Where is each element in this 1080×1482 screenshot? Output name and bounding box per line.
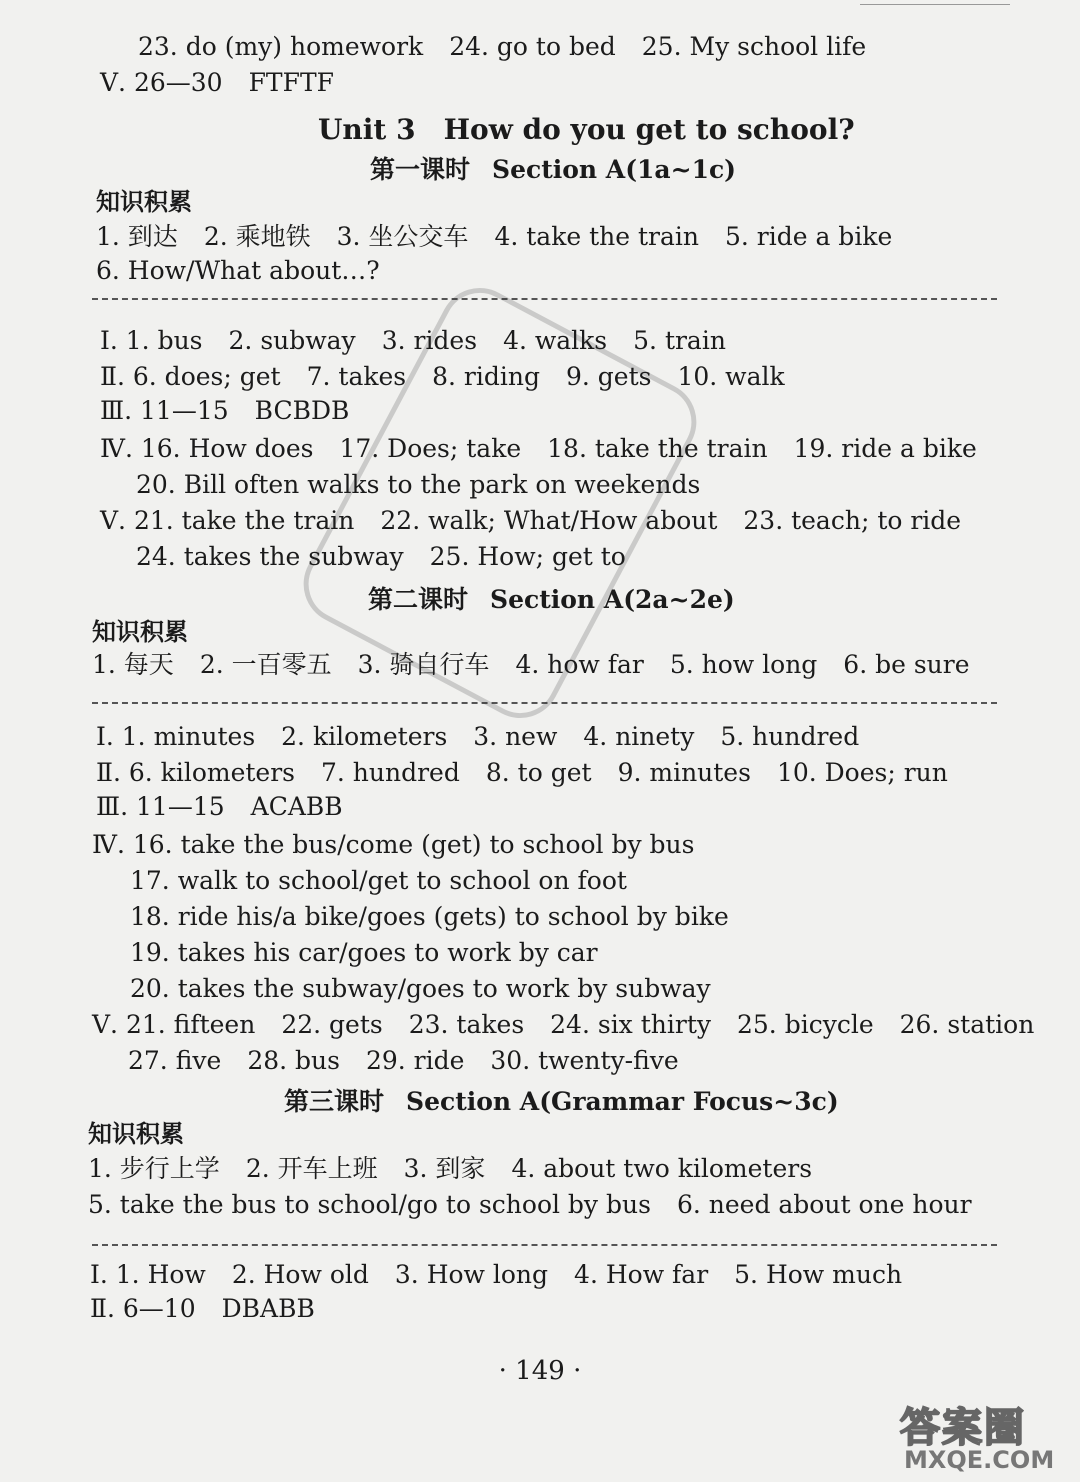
answer-item: 20. Bill often walks to the park on weekends bbox=[136, 470, 701, 499]
answer-line bbox=[96, 758, 948, 788]
top-edge-rule bbox=[860, 4, 1010, 13]
section-heading-3: 第三课时 Section A(Grammar Focus~3c) bbox=[284, 1087, 839, 1116]
answer-line bbox=[130, 902, 729, 932]
answer-line bbox=[128, 1046, 679, 1076]
answer-item: 7. takes bbox=[306, 362, 407, 391]
answer-item: 4. walks bbox=[503, 326, 608, 355]
answer-item: 29. ride bbox=[365, 1046, 465, 1075]
answer-item: Ⅰ. 1. How bbox=[90, 1260, 206, 1289]
answer-item: 3. new bbox=[473, 722, 558, 751]
answer-item: Ⅴ. 21. take the train bbox=[100, 506, 355, 535]
answer-item: 20. takes the subway/goes to work by subway bbox=[130, 974, 711, 1003]
answer-item: 18. ride his/a bike/goes (gets) to school by bike bbox=[130, 902, 729, 931]
answer-line bbox=[100, 326, 726, 356]
answer-item: 1. 到达 bbox=[96, 222, 178, 251]
dashed-divider bbox=[92, 1244, 997, 1246]
answer-line bbox=[92, 830, 695, 860]
answer-item: 2. 开车上班 bbox=[245, 1154, 378, 1183]
answer-item: 3. rides bbox=[381, 326, 478, 355]
answer-item: 23. teach; to ride bbox=[743, 506, 962, 535]
logo-site: MXQE.COM bbox=[904, 1446, 1055, 1474]
answer-item: 3. 骑自行车 bbox=[357, 650, 490, 679]
answer-item: 4. How far bbox=[574, 1260, 709, 1289]
answer-item: 3. 坐公交车 bbox=[336, 222, 469, 251]
answer-item: 4. how far bbox=[515, 650, 644, 679]
answer-item: 10. walk bbox=[677, 362, 785, 391]
answer-line bbox=[90, 1260, 902, 1290]
answer-item: 7. hundred bbox=[321, 758, 460, 787]
answer-item: 2. How old bbox=[231, 1260, 369, 1289]
section-heading-1: 第一课时 Section A(1a~1c) bbox=[370, 155, 737, 184]
answer-item: 18. take the train bbox=[547, 434, 768, 463]
answer-line bbox=[96, 722, 859, 752]
answer-item: 6. be sure bbox=[843, 650, 970, 679]
answer-item: Ⅲ. 11—15 bbox=[96, 792, 225, 821]
answer-line bbox=[92, 1010, 1034, 1040]
answer-item: 4. ninety bbox=[583, 722, 695, 751]
knowledge-label: 知识积累 bbox=[92, 618, 188, 646]
answer-line bbox=[100, 396, 349, 426]
answer-item: 27. five bbox=[128, 1046, 222, 1075]
section-heading-2: 第二课时 Section A(2a~2e) bbox=[368, 585, 735, 614]
answer-line bbox=[130, 938, 598, 968]
unit-title: Unit 3 How do you get to school? bbox=[318, 113, 855, 146]
answer-item: 26. station bbox=[899, 1010, 1035, 1039]
answer-item: 19. ride a bike bbox=[793, 434, 977, 463]
answer-item: Ⅳ. 16. How does bbox=[100, 434, 314, 463]
answer-item: 3. How long bbox=[394, 1260, 549, 1289]
answer-item: 1. 每天 bbox=[92, 650, 174, 679]
answer-item: 4. take the train bbox=[494, 222, 699, 251]
answer-item: 23. takes bbox=[408, 1010, 525, 1039]
answer-item: 3. 到家 bbox=[403, 1154, 486, 1183]
answer-line bbox=[90, 1294, 315, 1324]
page-number: · 149 · bbox=[498, 1356, 582, 1386]
answer-item: 8. to get bbox=[485, 758, 592, 787]
answer-item: ACABB bbox=[250, 792, 343, 821]
answer-item: 30. twenty-five bbox=[490, 1046, 679, 1075]
answer-item: Ⅲ. 11—15 bbox=[100, 396, 229, 425]
answer-line bbox=[130, 866, 627, 896]
answer-item: Ⅱ. 6. kilometers bbox=[96, 758, 295, 787]
answer-item: 22. walk; What/How about bbox=[380, 506, 718, 535]
answer-item: Ⅳ. 16. take the bus/come (get) to school by bus bbox=[92, 830, 695, 859]
answer-item: 17. walk to school/get to school on foot bbox=[130, 866, 627, 895]
answer-item: 24. takes the subway bbox=[136, 542, 404, 571]
answer-line bbox=[96, 222, 892, 252]
answer-item: 8. riding bbox=[432, 362, 540, 391]
answer-item: 2. subway bbox=[228, 326, 356, 355]
answer-item: 2. kilometers bbox=[281, 722, 448, 751]
answer-line bbox=[138, 32, 866, 62]
answer-item: 17. Does; take bbox=[339, 434, 522, 463]
answer-item: 25. How; get to bbox=[429, 542, 626, 571]
answer-item: Ⅱ. 6. does; get bbox=[100, 362, 281, 391]
answer-item: 25. bicycle bbox=[737, 1010, 874, 1039]
answer-item: FTFTF bbox=[248, 68, 334, 97]
knowledge-label: 知识积累 bbox=[88, 1120, 184, 1148]
answer-item: 10. Does; run bbox=[776, 758, 948, 787]
answer-item: 5. hundred bbox=[720, 722, 860, 751]
answer-item: 4. about two kilometers bbox=[511, 1154, 813, 1183]
answer-item: DBABB bbox=[221, 1294, 315, 1323]
answer-item: Ⅴ. 26—30 bbox=[100, 68, 223, 97]
answer-line bbox=[88, 1190, 972, 1220]
answer-item: BCBDB bbox=[254, 396, 350, 425]
answer-line bbox=[130, 974, 711, 1004]
answer-line bbox=[96, 256, 380, 286]
answer-item: 6. How/What about…? bbox=[96, 256, 380, 285]
answer-item: 24. six thirty bbox=[550, 1010, 711, 1039]
answer-item: 1. 步行上学 bbox=[88, 1154, 220, 1183]
answer-item: 24. go to bed bbox=[449, 32, 616, 61]
knowledge-label: 知识积累 bbox=[96, 188, 192, 216]
answer-item: 28. bus bbox=[247, 1046, 340, 1075]
answer-item: 23. do (my) homework bbox=[138, 32, 424, 61]
dashed-divider bbox=[92, 298, 997, 300]
answer-item: Ⅰ. 1. minutes bbox=[96, 722, 256, 751]
answer-item: 19. takes his car/goes to work by car bbox=[130, 938, 598, 967]
answer-line bbox=[100, 68, 334, 98]
answer-line bbox=[88, 1154, 812, 1184]
answer-item: 9. gets bbox=[565, 362, 652, 391]
answer-item: 9. minutes bbox=[617, 758, 751, 787]
answer-item: 2. 一百零五 bbox=[199, 650, 332, 679]
answer-item: 5. ride a bike bbox=[724, 222, 893, 251]
answer-line bbox=[96, 792, 343, 822]
answer-item: 6. need about one hour bbox=[676, 1190, 972, 1219]
answer-item: Ⅱ. 6—10 bbox=[90, 1294, 196, 1323]
answer-item: 25. My school life bbox=[641, 32, 867, 61]
answer-item: Ⅴ. 21. fifteen bbox=[92, 1010, 256, 1039]
site-logo bbox=[900, 1396, 1070, 1476]
answer-item: 5. train bbox=[633, 326, 726, 355]
answer-item: 5. how long bbox=[669, 650, 818, 679]
answer-item: 2. 乘地铁 bbox=[203, 222, 311, 251]
answer-item: 5. How much bbox=[734, 1260, 903, 1289]
answer-item: Ⅰ. 1. bus bbox=[100, 326, 203, 355]
answer-item: 22. gets bbox=[281, 1010, 383, 1039]
answer-item: 5. take the bus to school/go to school by bus bbox=[88, 1190, 651, 1219]
logo-mark: 答案圈 bbox=[900, 1405, 1026, 1451]
